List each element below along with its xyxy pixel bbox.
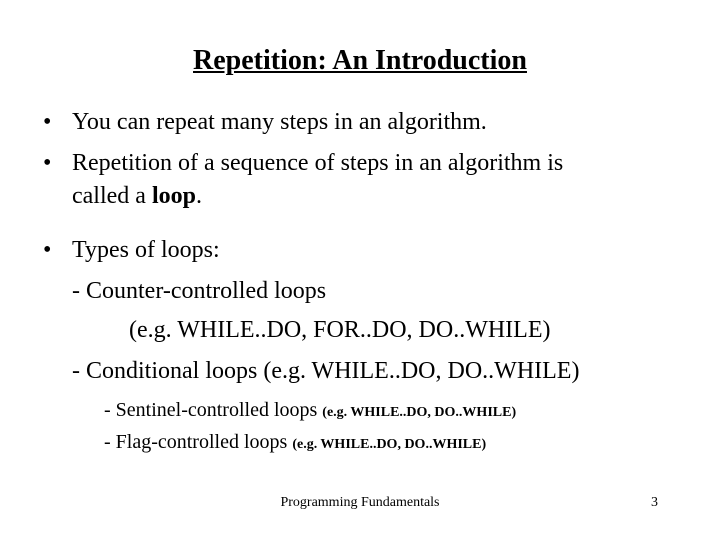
page-number: 3 (651, 495, 658, 510)
sentinel-examples: (e.g. WHILE..DO, DO..WHILE) (322, 405, 517, 420)
bullet-icon: • (43, 237, 52, 263)
sentinel-label: - Sentinel-controlled loops (104, 399, 323, 421)
bullet-text-2-prefix: called a (72, 183, 152, 209)
counter-controlled-loops: - Counter-controlled loops (72, 278, 327, 304)
slide-footer: Programming Fundamentals (280, 495, 440, 510)
bullet-icon: • (43, 150, 52, 176)
sentinel-controlled-loops (104, 397, 516, 426)
conditional-loops: - Conditional loops (e.g. WHILE..DO, DO..WHILE) (72, 358, 580, 384)
flag-controlled-loops (104, 429, 486, 458)
slide-title: Repetition: An Introduction (193, 45, 527, 76)
bullet-text-2-suffix: . (195, 183, 202, 209)
counter-controlled-examples: (e.g. WHILE..DO, FOR..DO, DO..WHILE) (129, 317, 551, 343)
bullet-text-1: You can repeat many steps in an algorithm. (72, 109, 487, 135)
bullet-icon: • (43, 109, 52, 135)
bullet-text-2-line-1: Repetition of a sequence of steps in an algorithm is (72, 150, 564, 176)
bullet-text-3: Types of loops: (72, 237, 220, 263)
bullet-text-2-line-2 (72, 181, 202, 211)
flag-label: - Flag-controlled loops (104, 431, 293, 453)
flag-examples: (e.g. WHILE..DO, DO..WHILE) (292, 437, 487, 452)
loop-term: loop (151, 183, 196, 209)
